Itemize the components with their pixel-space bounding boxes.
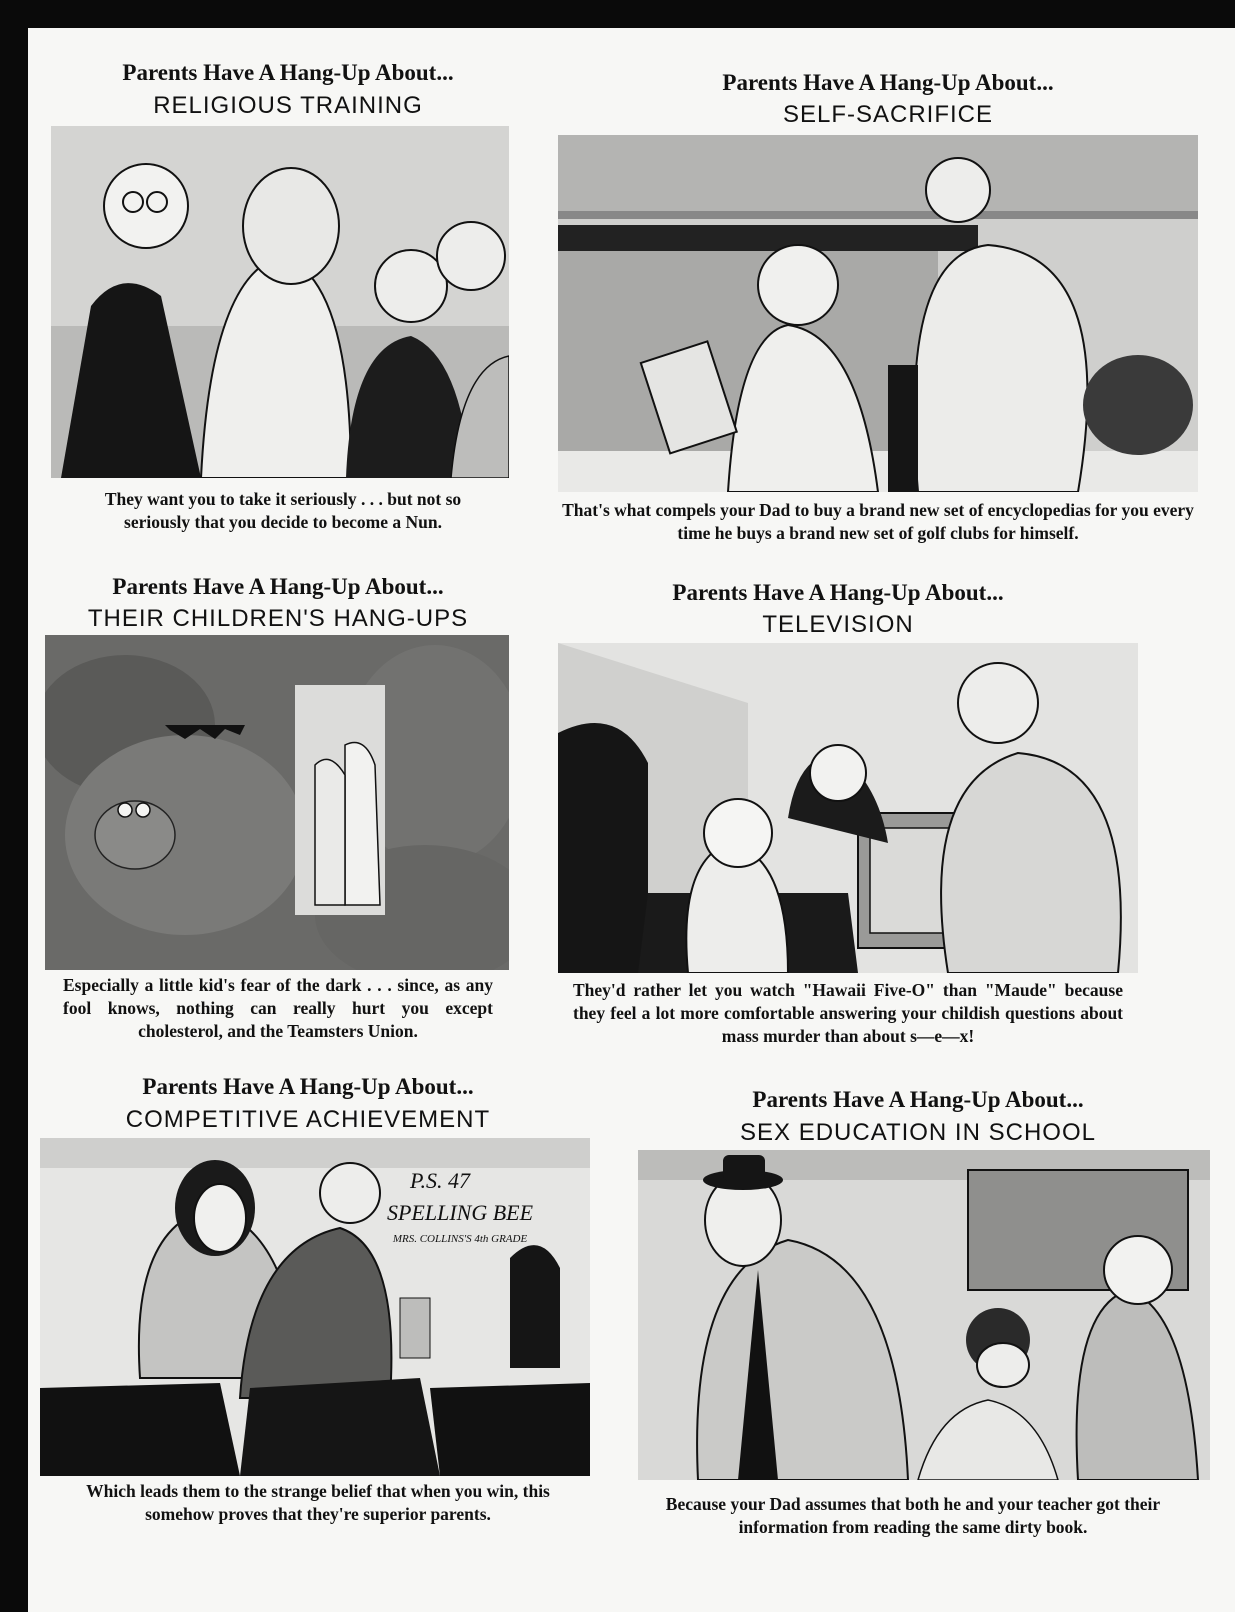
panel-topic: TELEVISION [762,611,914,638]
panel-kicker: Parents Have A Hang-Up About... [672,580,1004,605]
panel-kicker: Parents Have A Hang-Up About... [122,60,454,85]
magazine-page [28,28,1235,1612]
cartoon-illustration [51,126,509,478]
panel-caption: They'd rather let you watch "Hawaii Five-O" than "Maude" because they feel a lot more comfortable answering your childish questions about mass murder than about s—e—x! [573,980,1123,1046]
panel-caption: Which leads them to the strange belief that when you win, this somehow proves that they're superior parents. [86,1481,550,1524]
panel-caption: They want you to take it seriously . . . but not so seriously that you decide to become a Nun. [104,489,462,532]
banner-text: MRS. COLLINS'S 4th GRADE [392,1233,528,1245]
cartoon-illustration [45,635,509,970]
cartoon-illustration [40,1138,590,1476]
panel-caption: Because your Dad assumes that both he and your teacher got their information from reading the same dirty book. [665,1494,1161,1537]
panel-topic: COMPETITIVE ACHIEVEMENT [125,1106,491,1133]
panel-kicker: Parents Have A Hang-Up About... [112,574,444,599]
cartoon-illustration [558,135,1198,492]
panel-topic: THEIR CHILDREN'S HANG-UPS [87,605,469,632]
panel-caption: That's what compels your Dad to buy a brand new set of encyclopedias for you every time he buys a brand new set of golf clubs for himself. [562,500,1194,543]
panel-topic: SELF-SACRIFICE [782,101,994,128]
cartoon-illustration [638,1150,1210,1480]
cartoon-illustration [558,643,1138,973]
panel-kicker: Parents Have A Hang-Up About... [752,1087,1084,1112]
panel-topic: SEX EDUCATION IN SCHOOL [740,1119,1096,1146]
panel-caption: Especially a little kid's fear of the dark . . . since, as any fool knows, nothing can really hurt you except cholesterol, and the Teamsters Union. [63,975,493,1041]
banner-text: SPELLING BEE [386,1200,534,1225]
panel-topic: RELIGIOUS TRAINING [153,92,423,119]
panel-kicker: Parents Have A Hang-Up About... [722,70,1054,95]
panel-kicker: Parents Have A Hang-Up About... [142,1074,474,1099]
banner-text: P.S. 47 [409,1168,471,1193]
